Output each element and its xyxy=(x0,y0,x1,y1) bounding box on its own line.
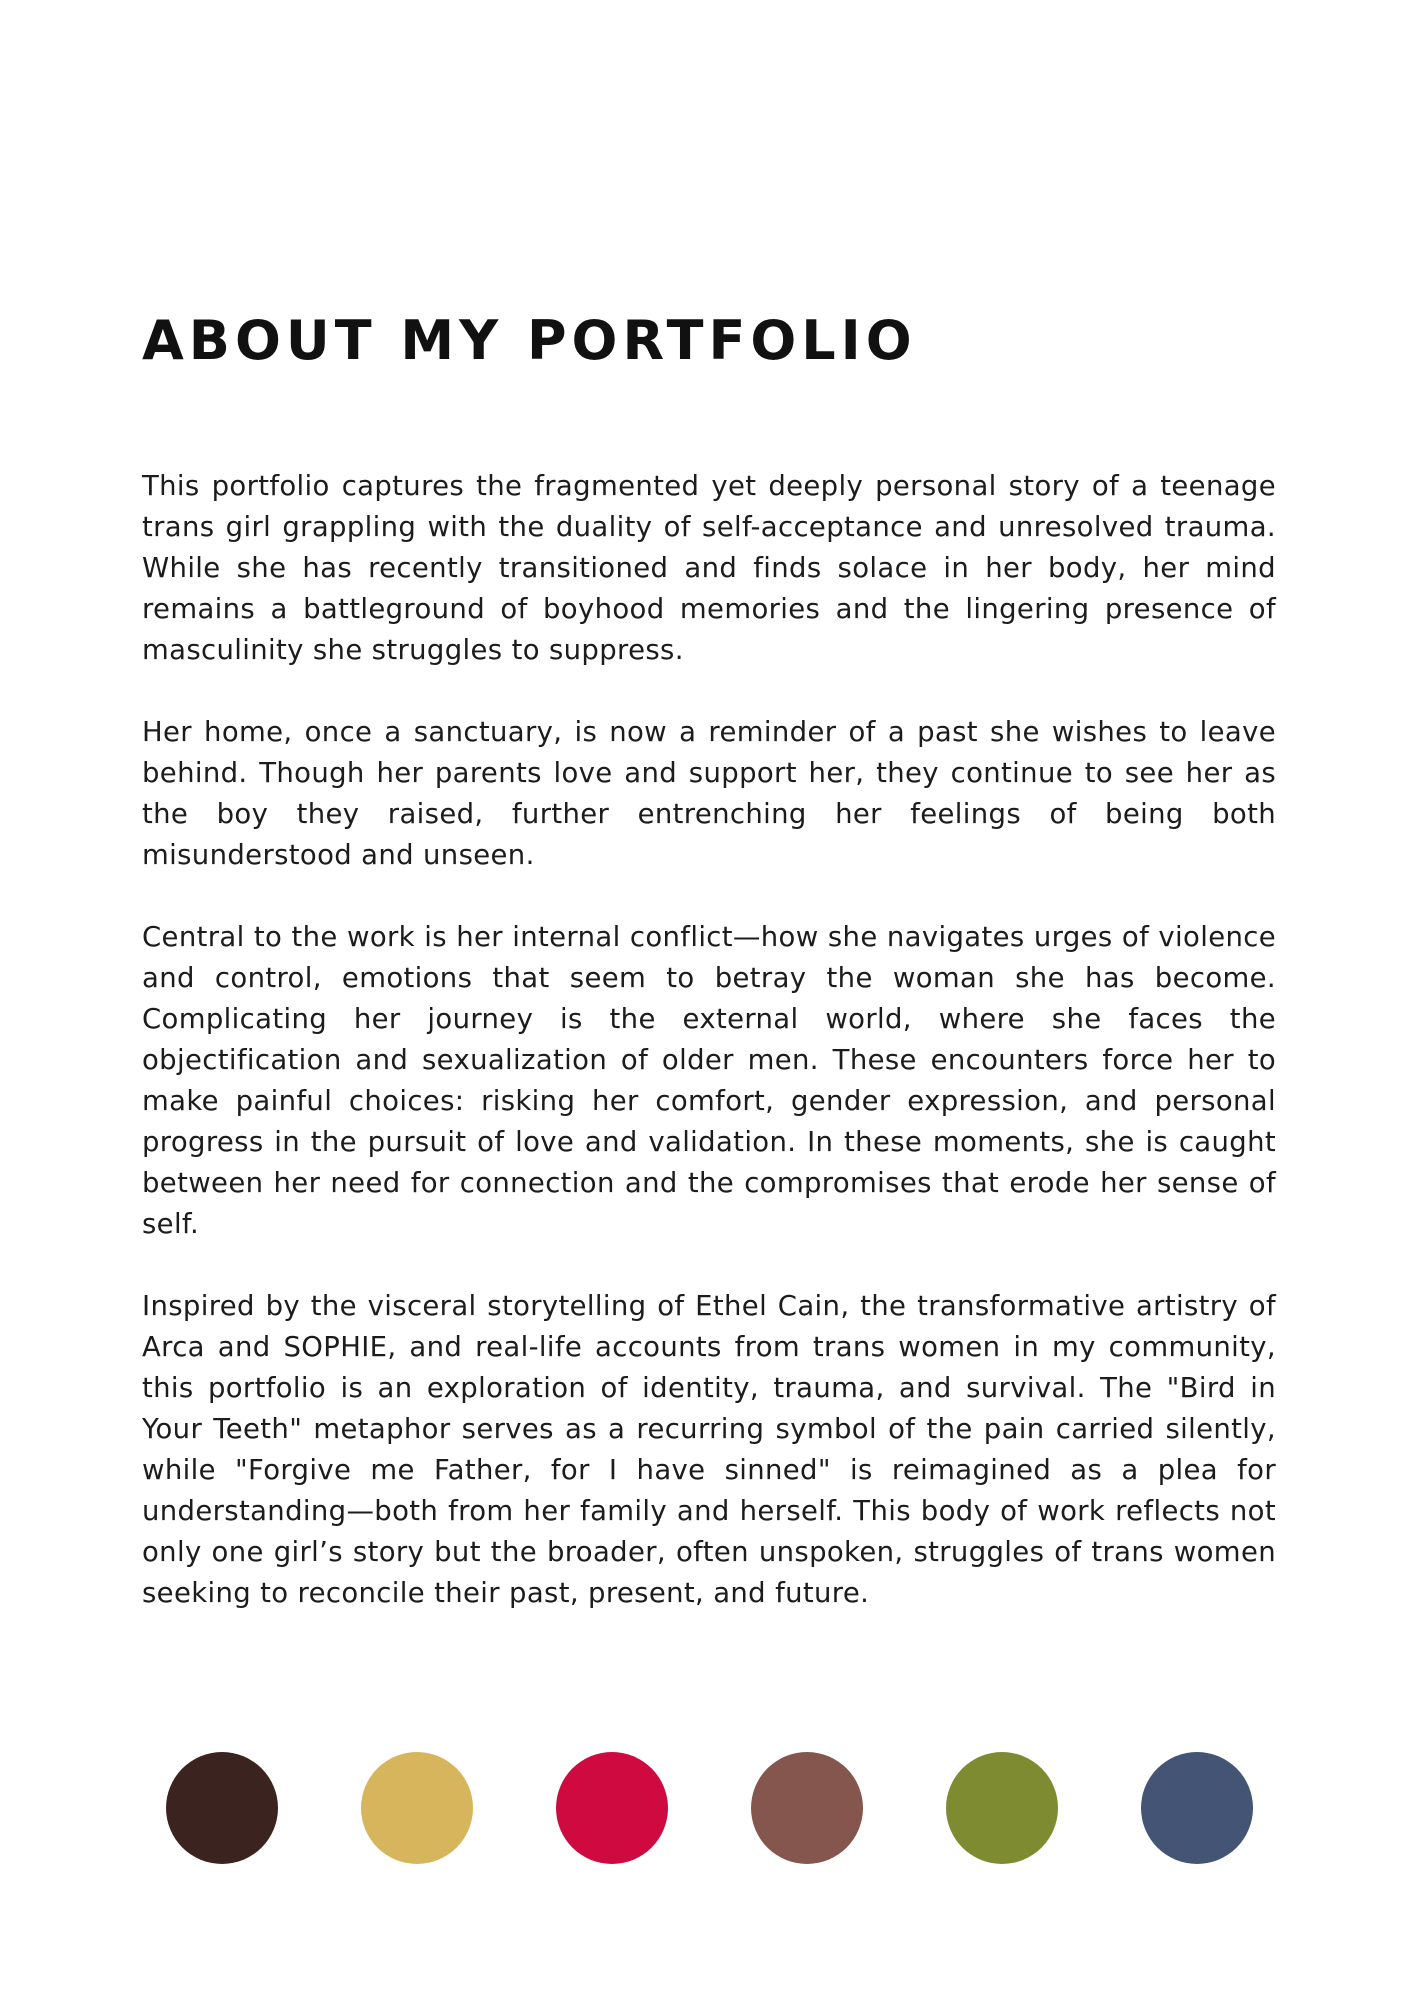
paragraph-inspiration: Inspired by the visceral storytelling of Ethel Cain, the transformative artistry of Arca and SOPHIE, and real-life accounts from trans women in my community, this portfolio is an exploration of identity, trauma, and survival. The "Bird in Your Teeth" metaphor serves as a recurring symbol of the pain carried silently, while "Forgive me Father, for I have sinned" is reimagined as a plea for understanding—both from her family and herself. This body of work reflects not only one girl’s story but the broader, often unspoken, struggles of trans women seeking to reconcile their past, present, and future. xyxy=(142,1290,1276,1609)
color-swatch-dark-brown xyxy=(166,1752,278,1864)
paragraph-intro: This portfolio captures the fragmented yet deeply personal story of a teenage trans girl grappling with the duality of self-acceptance and unresolved trauma. While she has recently transitioned and finds solace in her body, her mind remains a battleground of boyhood memories and the lingering presence of masculinity she struggles to suppress. xyxy=(142,470,1276,666)
color-swatch-dusty-brown xyxy=(751,1752,863,1864)
color-swatch-crimson xyxy=(556,1752,668,1864)
color-swatch-slate-blue xyxy=(1141,1752,1253,1864)
paragraph-home: Her home, once a sanctuary, is now a reminder of a past she wishes to leave behind. Though her parents love and support her, they continue to see her as the boy they raised, further entrenching her feelings of being both misunderstood and unseen. xyxy=(142,716,1276,871)
color-swatch-olive xyxy=(946,1752,1058,1864)
paragraph-conflict: Central to the work is her internal conflict—how she navigates urges of violence and control, emotions that seem to betray the woman she has become. Complicating her journey is the external world, where she faces the objectification and sexualization of older men. These encounters force her to make painful choices: risking her comfort, gender expression, and personal progress in the pursuit of love and validation. In these moments, she is caught between her need for connection and the compromises that erode her sense of self. xyxy=(142,921,1276,1240)
page-title: ABOUT MY PORTFOLIO xyxy=(142,309,917,372)
body-text xyxy=(142,466,1276,1655)
color-swatch-mustard xyxy=(361,1752,473,1864)
color-palette xyxy=(166,1752,1253,1864)
